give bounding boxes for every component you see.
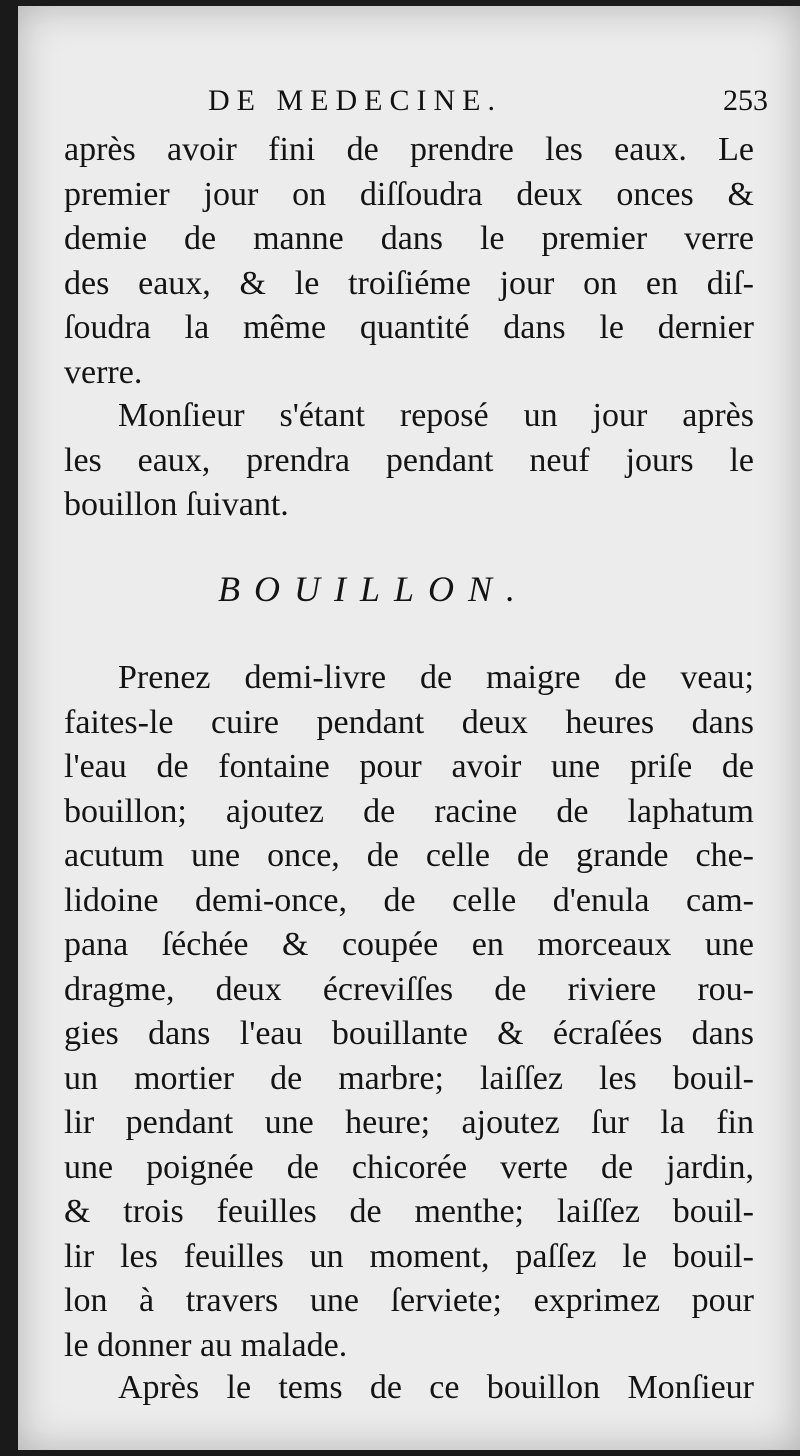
- text-line: lir pendant une heure; ajoutez ſur la fin: [64, 1104, 754, 1141]
- text-line: les eaux, prendra pendant neuf jours le: [64, 441, 754, 479]
- book-page: [18, 6, 800, 1450]
- text-line: lon à travers une ſerviete; exprimez pour: [64, 1282, 754, 1319]
- text-line: gies dans l'eau bouillante & écraſées dans: [64, 1015, 754, 1052]
- text-line: bouillon ſuivant.: [64, 486, 289, 523]
- text-line: pana ſéchée & coupée en morceaux une: [64, 926, 754, 963]
- text-line: le donner au malade.: [64, 1326, 348, 1364]
- text-line: une poignée de chicorée verte de jardin,: [64, 1148, 754, 1186]
- text-line: faites-le cuire pendant deux heures dans: [64, 703, 754, 741]
- text-line: Prenez demi-livre de maigre de veau;: [118, 659, 754, 696]
- text-line: ſoudra la même quantité dans le dernier: [64, 309, 754, 346]
- text-line: l'eau de fontaine pour avoir une priſe de: [64, 748, 754, 785]
- paragraph: [64, 394, 754, 528]
- text-line: & trois feuilles de menthe; laiſſez bouil-: [64, 1193, 754, 1230]
- text-line: lir les feuilles un moment, paſſez le bouil-: [64, 1237, 754, 1275]
- running-title: DE MEDECINE.: [208, 84, 502, 117]
- paragraph: [64, 128, 754, 395]
- text-line: demie de manne dans le premier verre: [64, 220, 754, 257]
- recipe-paragraph: [64, 656, 754, 1368]
- page-header: [208, 84, 768, 124]
- text-line: premier jour on diſſoudra deux onces &: [64, 175, 754, 213]
- text-line: verre.: [64, 353, 143, 391]
- paragraph: [64, 1366, 754, 1411]
- text-line: Après le tems de ce bouillon Monſieur: [118, 1369, 754, 1406]
- section-heading: BOUILLON.: [218, 569, 530, 609]
- text-line: Monſieur s'étant reposé un jour après: [118, 397, 754, 434]
- text-line: acutum une once, de celle de grande che-: [64, 837, 754, 874]
- text-line: un mortier de marbre; laiſſez les bouil-: [64, 1059, 754, 1097]
- text-line: dragme, deux écreviſſes de riviere rou-: [64, 970, 754, 1008]
- text-line: lidoine demi-once, de celle d'enula cam-: [64, 881, 754, 919]
- page-number: 253: [723, 84, 768, 117]
- text-line: bouillon; ajoutez de racine de laphatum: [64, 792, 754, 830]
- text-line: des eaux, & le troiſiéme jour on en diſ-: [64, 264, 754, 302]
- text-line: après avoir fini de prendre les eaux. Le: [64, 131, 754, 168]
